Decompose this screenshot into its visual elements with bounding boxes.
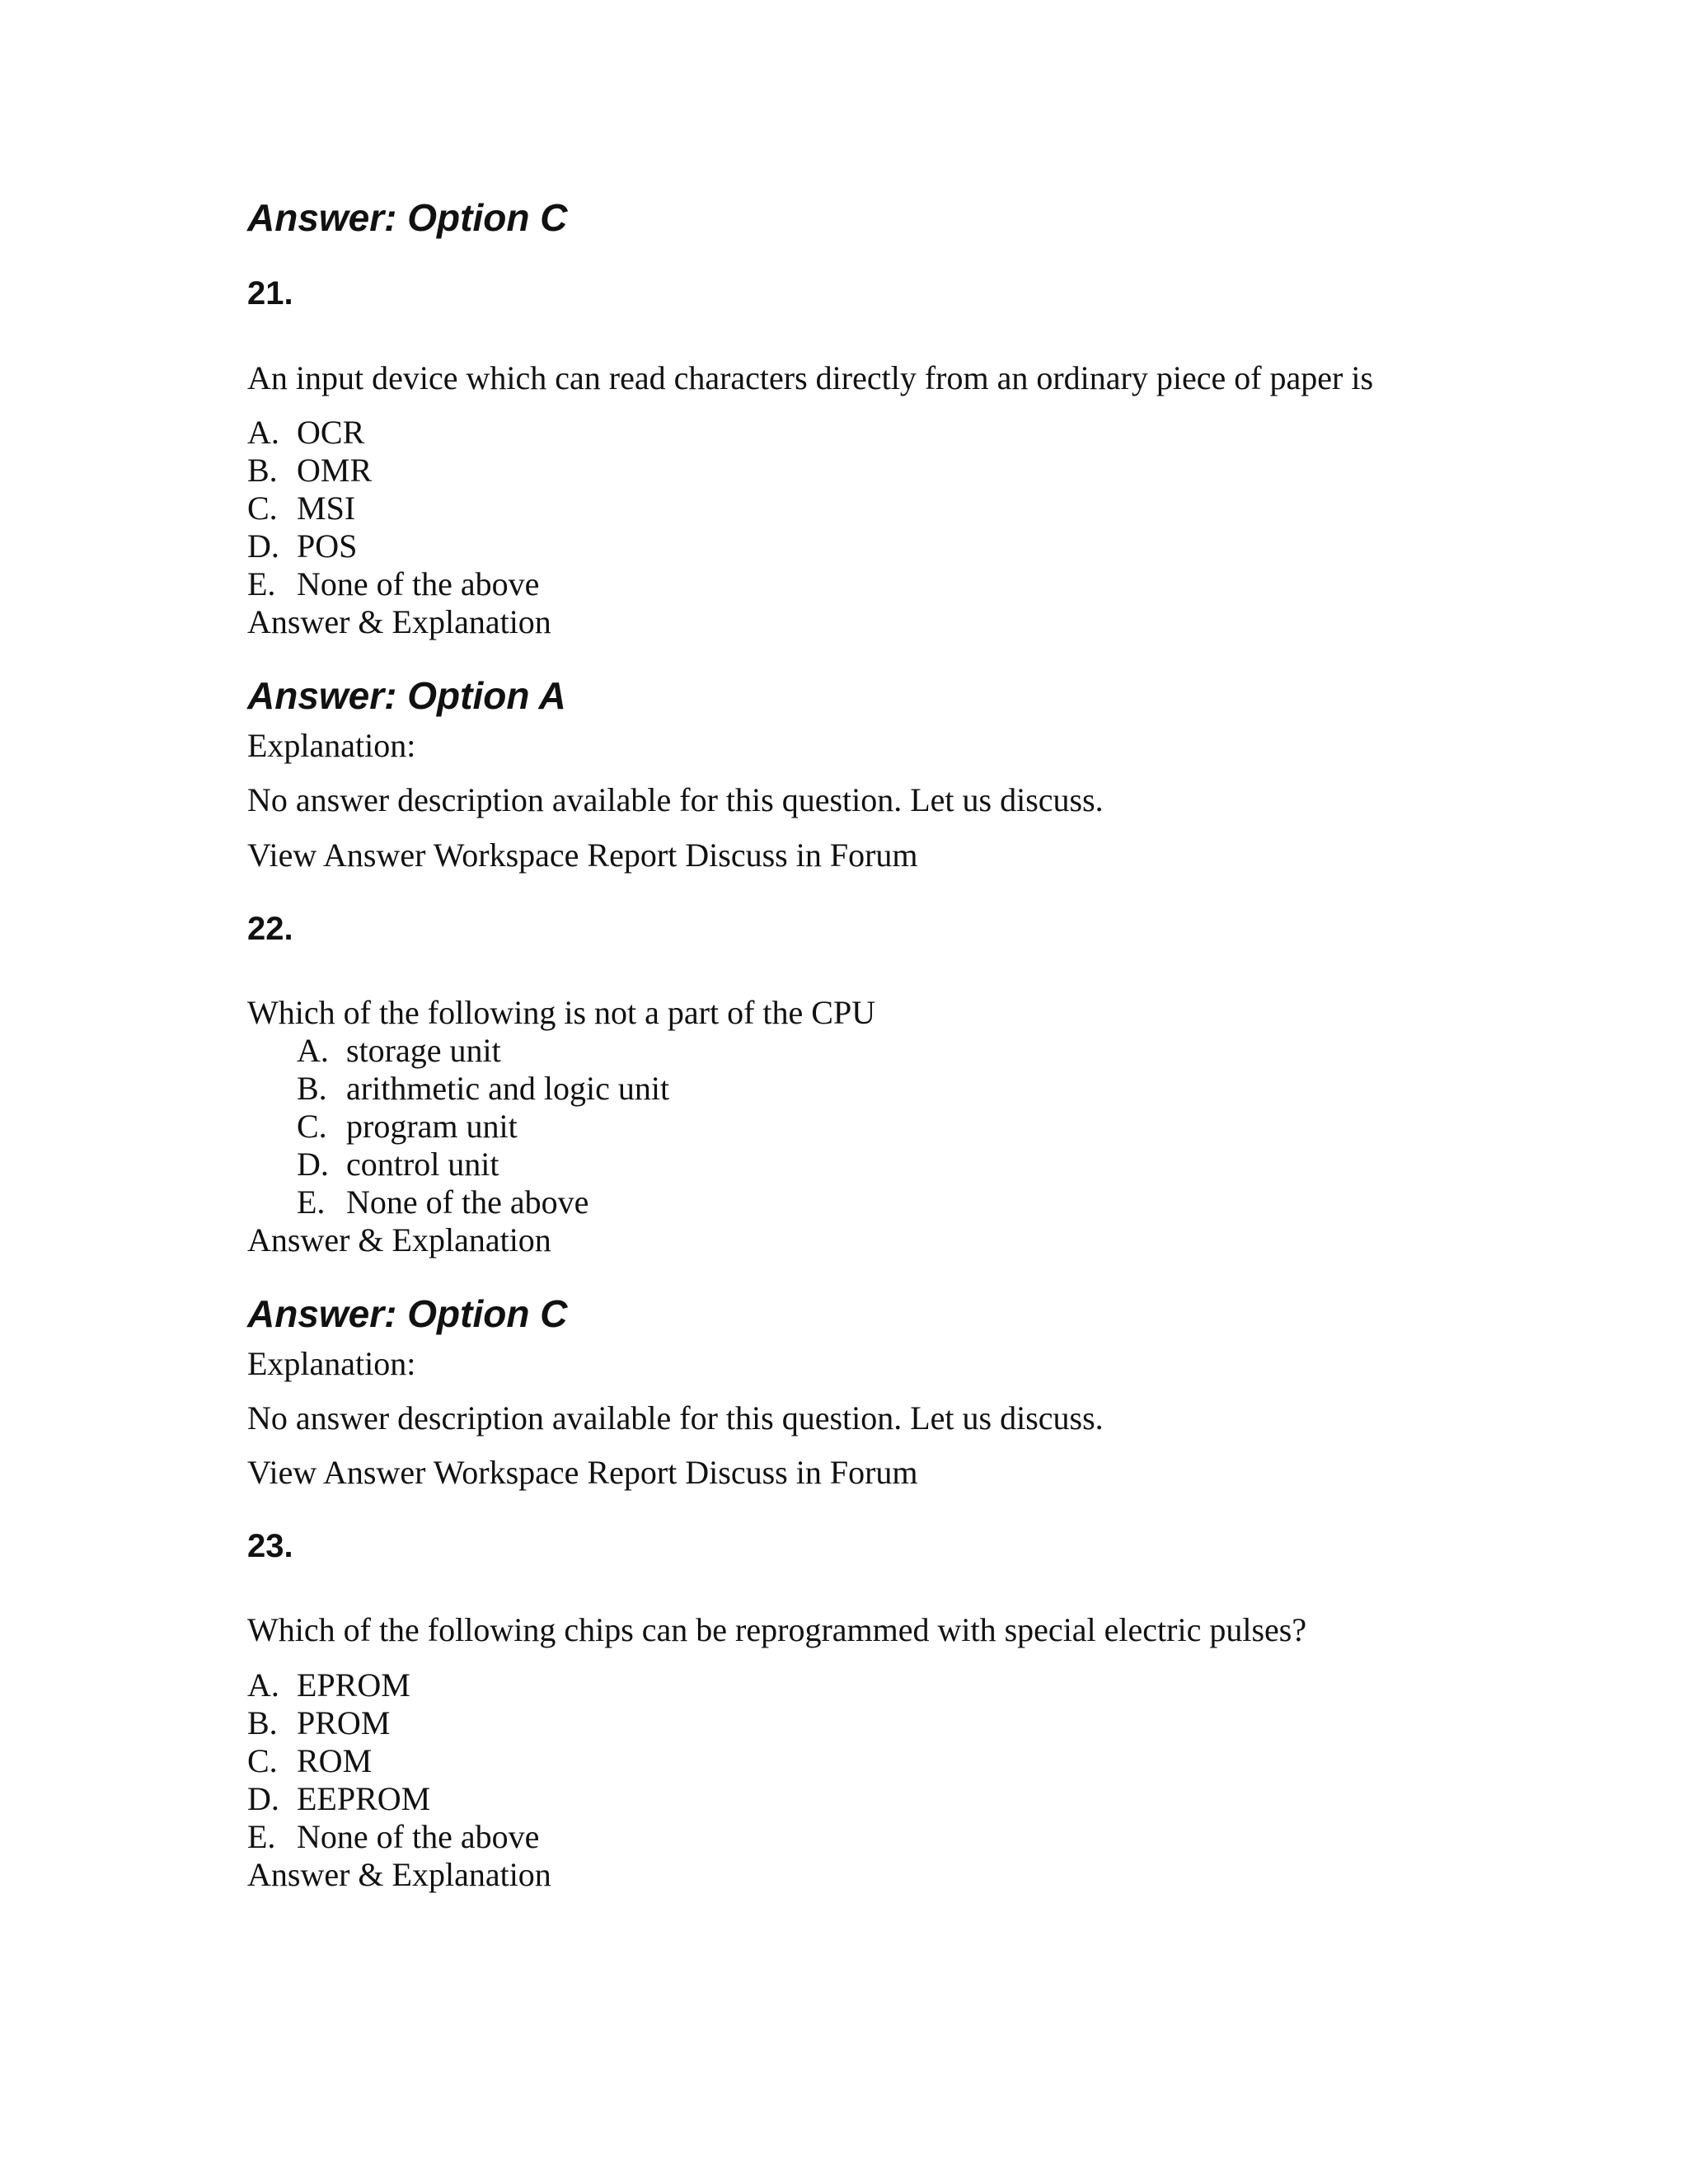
option-23-e xyxy=(247,1818,539,1856)
option-letter: A. xyxy=(247,1666,279,1704)
option-text: program unit xyxy=(346,1108,518,1145)
option-22-b xyxy=(297,1070,669,1108)
option-letter: E. xyxy=(247,565,276,602)
option-22-a xyxy=(297,1032,501,1070)
question-text-21: An input device which can read characters directly from an ordinary piece of paper is xyxy=(247,359,1374,396)
explanation-label-21: Explanation: xyxy=(247,727,416,764)
option-21-c xyxy=(247,490,355,527)
option-text: EPROM xyxy=(297,1666,410,1704)
option-text: ROM xyxy=(297,1742,373,1779)
question-number-23: 23. xyxy=(247,1528,293,1564)
option-letter: C. xyxy=(247,1742,278,1779)
question-number-22: 22. xyxy=(247,911,293,947)
option-text: storage unit xyxy=(346,1032,501,1069)
option-letter: D. xyxy=(297,1146,329,1183)
action-links-22: View Answer Workspace Report Discuss in Forum xyxy=(247,1454,918,1491)
option-21-a xyxy=(247,414,364,452)
question-number-21: 21. xyxy=(247,275,293,312)
option-23-c xyxy=(247,1742,372,1780)
answer-explanation-label-21: Answer & Explanation xyxy=(247,603,551,640)
answer-heading-prev: Answer: Option C xyxy=(247,196,568,239)
question-text-23: Which of the following chips can be reprogrammed with special electric pulses? xyxy=(247,1611,1307,1648)
option-21-e xyxy=(247,565,539,603)
option-23-a xyxy=(247,1666,410,1704)
option-text: arithmetic and logic unit xyxy=(346,1070,670,1107)
option-23-d xyxy=(247,1780,430,1818)
explanation-text-21: No answer description available for this question. Let us discuss. xyxy=(247,781,1104,818)
option-text: MSI xyxy=(297,490,356,527)
option-23-b xyxy=(247,1704,390,1742)
option-text: None of the above xyxy=(297,565,540,602)
explanation-label-22: Explanation: xyxy=(247,1345,416,1382)
option-22-d xyxy=(297,1146,499,1183)
option-letter: B. xyxy=(297,1070,327,1107)
option-letter: B. xyxy=(247,452,278,489)
option-text: None of the above xyxy=(297,1818,540,1855)
option-letter: D. xyxy=(247,527,279,565)
explanation-text-22: No answer description available for this question. Let us discuss. xyxy=(247,1399,1104,1436)
option-22-c xyxy=(297,1108,518,1146)
option-letter: B. xyxy=(247,1704,278,1741)
option-text: None of the above xyxy=(346,1183,589,1221)
option-letter: A. xyxy=(297,1032,329,1069)
option-letter: D. xyxy=(247,1780,279,1817)
option-text: OCR xyxy=(297,414,365,451)
answer-heading-21: Answer: Option A xyxy=(247,674,566,717)
option-22-e xyxy=(297,1183,588,1221)
option-text: POS xyxy=(297,527,358,565)
option-text: OMR xyxy=(297,452,373,489)
action-links-21: View Answer Workspace Report Discuss in Forum xyxy=(247,837,918,874)
option-text: EEPROM xyxy=(297,1780,431,1817)
answer-explanation-label-23: Answer & Explanation xyxy=(247,1856,551,1893)
question-text-22: Which of the following is not a part of the CPU xyxy=(247,994,876,1031)
option-letter: C. xyxy=(247,490,278,527)
answer-explanation-label-22: Answer & Explanation xyxy=(247,1221,551,1258)
option-letter: E. xyxy=(297,1183,326,1221)
option-21-b xyxy=(247,452,372,490)
option-21-d xyxy=(247,527,357,565)
option-letter: C. xyxy=(297,1108,327,1145)
option-letter: E. xyxy=(247,1818,276,1855)
answer-heading-22: Answer: Option C xyxy=(247,1292,568,1335)
option-text: PROM xyxy=(297,1704,391,1741)
option-letter: A. xyxy=(247,414,279,451)
option-text: control unit xyxy=(346,1146,499,1183)
